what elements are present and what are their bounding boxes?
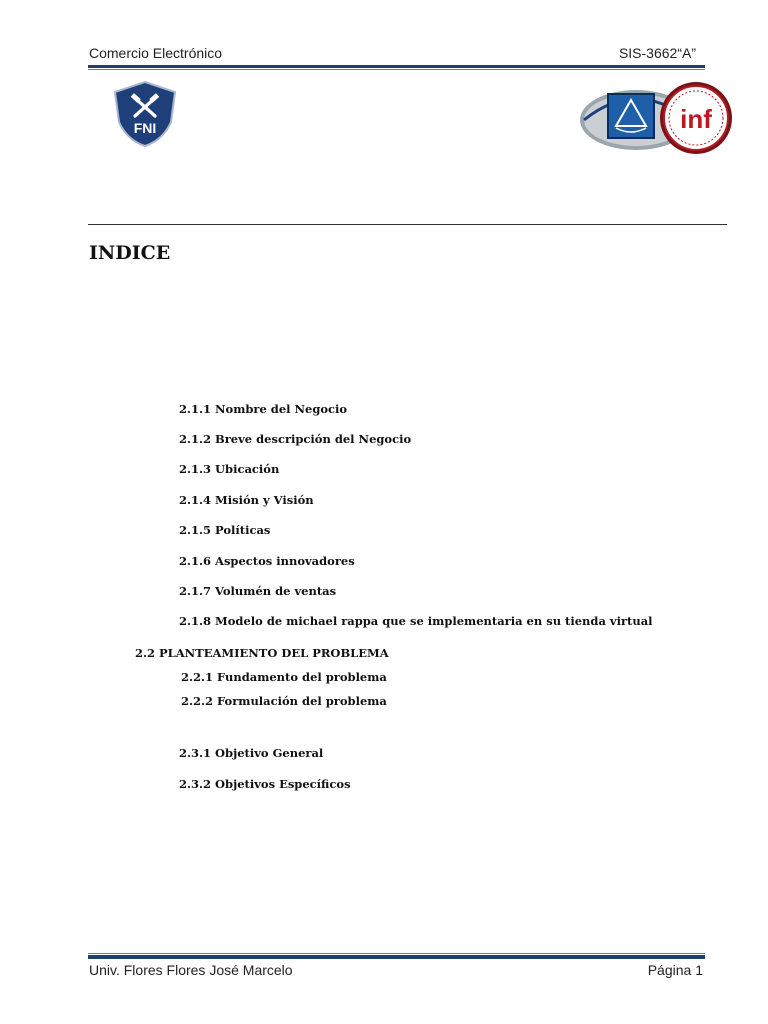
toc-item: 2.3.1 Objetivo General bbox=[179, 746, 324, 760]
fni-shield-logo bbox=[111, 80, 179, 148]
toc-item: 2.1.8 Modelo de michael rappa que se implementaria en su tienda virtual bbox=[179, 614, 653, 628]
toc-item: 2.1.4 Misión y Visión bbox=[179, 493, 314, 507]
toc-item: 2.1.6 Aspectos innovadores bbox=[179, 554, 355, 568]
header-left-text: Comercio Electrónico bbox=[89, 45, 223, 61]
section-divider bbox=[88, 224, 727, 225]
toc-section-heading: 2.2 PLANTEAMIENTO DEL PROBLEMA bbox=[135, 646, 389, 660]
header-rule bbox=[88, 65, 705, 68]
page-title: INDICE bbox=[89, 242, 171, 264]
footer-left-text: Univ. Flores Flores José Marcelo bbox=[89, 962, 293, 978]
footer-rule-thin bbox=[88, 953, 705, 954]
toc-item: 2.1.2 Breve descripción del Negocio bbox=[179, 432, 412, 446]
toc-item: 2.3.2 Objetivos Específicos bbox=[179, 777, 351, 791]
header-right-text: SIS-3662“A” bbox=[618, 45, 696, 61]
toc-item: 2.2.2 Formulación del problema bbox=[181, 694, 387, 708]
toc-item: 2.1.3 Ubicación bbox=[179, 462, 280, 476]
toc-item: 2.2.1 Fundamento del problema bbox=[181, 670, 387, 684]
toc-item: 2.1.5 Políticas bbox=[179, 523, 271, 537]
header-rule-thin bbox=[88, 69, 705, 70]
fni-logo-text: FNI bbox=[133, 120, 157, 136]
footer-page-number: Página 1 bbox=[647, 962, 703, 978]
inf-emblem-logo bbox=[578, 76, 734, 158]
footer-rule bbox=[88, 955, 705, 959]
toc-item: 2.1.7 Volumén de ventas bbox=[179, 584, 337, 598]
inf-logo-text: inf bbox=[680, 104, 712, 134]
toc-item: 2.1.1 Nombre del Negocio bbox=[179, 402, 348, 416]
